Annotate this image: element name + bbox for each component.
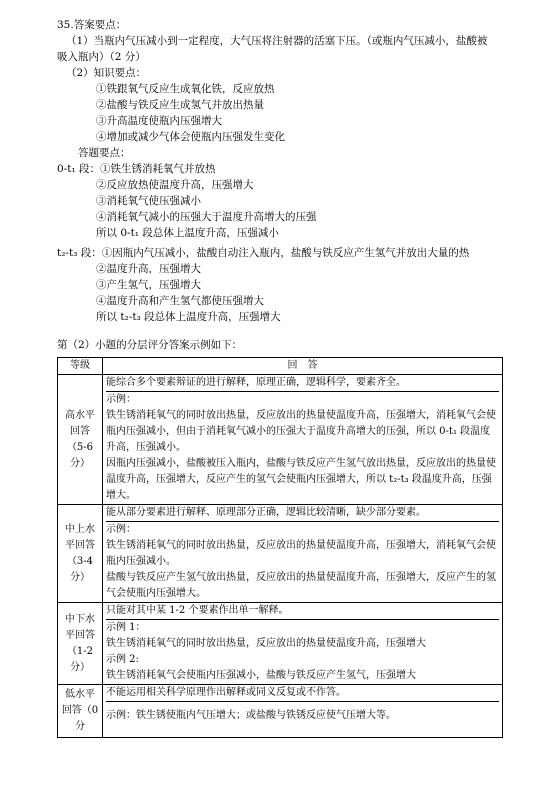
table-caption: 第（2）小题的分层评分答案示例如下：: [57, 339, 243, 351]
example-label: 示例：: [106, 394, 136, 405]
segment-0-t1-point-2: ②反应放热使温度升高，压强增大: [96, 179, 254, 191]
criteria-text: 能从部分要素进行解释、原理部分正确，逻辑比较清晰，缺少部分要素。: [106, 505, 499, 522]
level-upper-middle: 中上水平回答（3-4分）: [58, 505, 103, 603]
table-row: [58, 375, 503, 505]
example-text: 铁生锈消耗氧气的同时放出热量，反应放出的热量使温度升高，压强增大: [106, 638, 426, 649]
level-high: 高水平回答（5-6分）: [58, 375, 103, 505]
answer-points-heading: 答题要点：: [78, 147, 131, 159]
example-label: 示例 2:: [106, 654, 139, 665]
knowledge-point-3: ③升高温度使瓶内压强增大: [96, 115, 222, 127]
header-level: 等级: [58, 358, 103, 375]
knowledge-point-4: ④增加或减少气体会使瓶内压强发生变化: [96, 131, 285, 143]
segment-t2-t3-summary: 所以 t₂-t₃ 段总体上温度升高，压强增大: [96, 311, 281, 323]
example-text: 示例：铁生锈使瓶内气压增大；或盐酸与铁锈反应使气压增大等。: [106, 710, 396, 721]
example-text: 铁生锈消耗氧气的同时放出热量，反应放出的热量使温度升高，压强增大，消耗氧气会使瓶内压强减小。: [106, 540, 496, 567]
segment-0-t1-point-3: ③消耗氧气使压强减小: [96, 195, 201, 207]
knowledge-point-2: ②盐酸与铁反应生成氢气并放出热量: [96, 99, 264, 111]
answer-high: [103, 375, 503, 505]
segment-t2-t3-point-1: t₂-t₃ 段：①因瓶内气压减小，盐酸自动注入瓶内，盐酸与铁反应产生氢气并放出大量的热: [57, 247, 470, 259]
example-text: 盐酸与铁反应产生氢气放出热量，反应放出的热量使温度升高，压强增大，反应产生的氢气会使瓶内压强增大。: [106, 572, 496, 599]
level-lower-middle: 中下水平回答（1-2分）: [58, 603, 103, 685]
answer-part1-line1: （1）当瓶内气压减小到一定程度，大气压将注射器的活塞下压。（或瓶内气压减小，盐酸被: [66, 35, 488, 47]
answer-upper-middle: [103, 505, 503, 603]
scoring-table: [57, 357, 503, 738]
criteria-text: 不能运用相关科学原理作出解释或同义反复或不作答。: [106, 685, 499, 702]
table-row: [58, 505, 503, 603]
question-number: 35.答案要点：: [57, 19, 127, 31]
criteria-text: 能综合多个要素辩证的进行解释，原理正确，逻辑科学，要素齐全。: [106, 375, 499, 392]
table-row: [58, 603, 503, 685]
segment-t2-t3-point-3: ③产生氢气，压强增大: [96, 279, 201, 291]
segment-0-t1-summary: 所以 0-t₁ 段总体上温度升高，压强减小: [96, 227, 279, 239]
segment-t2-t3-point-2: ②温度升高，压强增大: [96, 263, 201, 275]
answer-lower-middle: [103, 603, 503, 685]
example-text: 铁生锈消耗氧气会使瓶内压强减小，盐酸与铁反应产生氢气，压强增大: [106, 670, 416, 681]
example-label: 示例：: [106, 524, 136, 535]
example-text: 铁生锈消耗氧气的同时放出热量，反应放出的热量使温度升高，压强增大，消耗氧气会使瓶内压强减小，但由于消耗氧气减小的压强大于温度升高增大的压强，所以 0-t₁ 段温度升高，压强减小。: [106, 410, 496, 453]
segment-0-t1-point-1: 0-t₁ 段：①铁生锈消耗氧气并放热: [57, 163, 216, 175]
header-answer: 回 答: [103, 358, 503, 375]
criteria-text: 只能对其中某 1-2 个要素作出单一解释。: [106, 603, 499, 620]
segment-t2-t3-point-4: ④温度升高和产生氢气都使压强增大: [96, 295, 264, 307]
table-row: [58, 685, 503, 738]
level-low: 低水平回答（0分: [58, 685, 103, 738]
table-header-row: [58, 358, 503, 375]
knowledge-point-1: ①铁跟氧气反应生成氧化铁，反应放热: [96, 83, 275, 95]
knowledge-points-heading: （2）知识要点：: [66, 67, 147, 79]
example-text: 因瓶内压强减小，盐酸被压入瓶内，盐酸与铁反应产生氢气放出热量，反应放出的热量使温度升高，压强增大，反应产生的氢气会使瓶内压强增大，所以 t₂-t₃ 段温度升高，压强增大。: [106, 458, 496, 501]
example-label: 示例 1：: [106, 622, 146, 633]
answer-low: [103, 685, 503, 738]
answer-part1-line2: 吸入瓶内）（2 分）: [57, 51, 146, 63]
segment-0-t1-point-4: ④消耗氧气减小的压强大于温度升高增大的压强: [96, 211, 317, 223]
